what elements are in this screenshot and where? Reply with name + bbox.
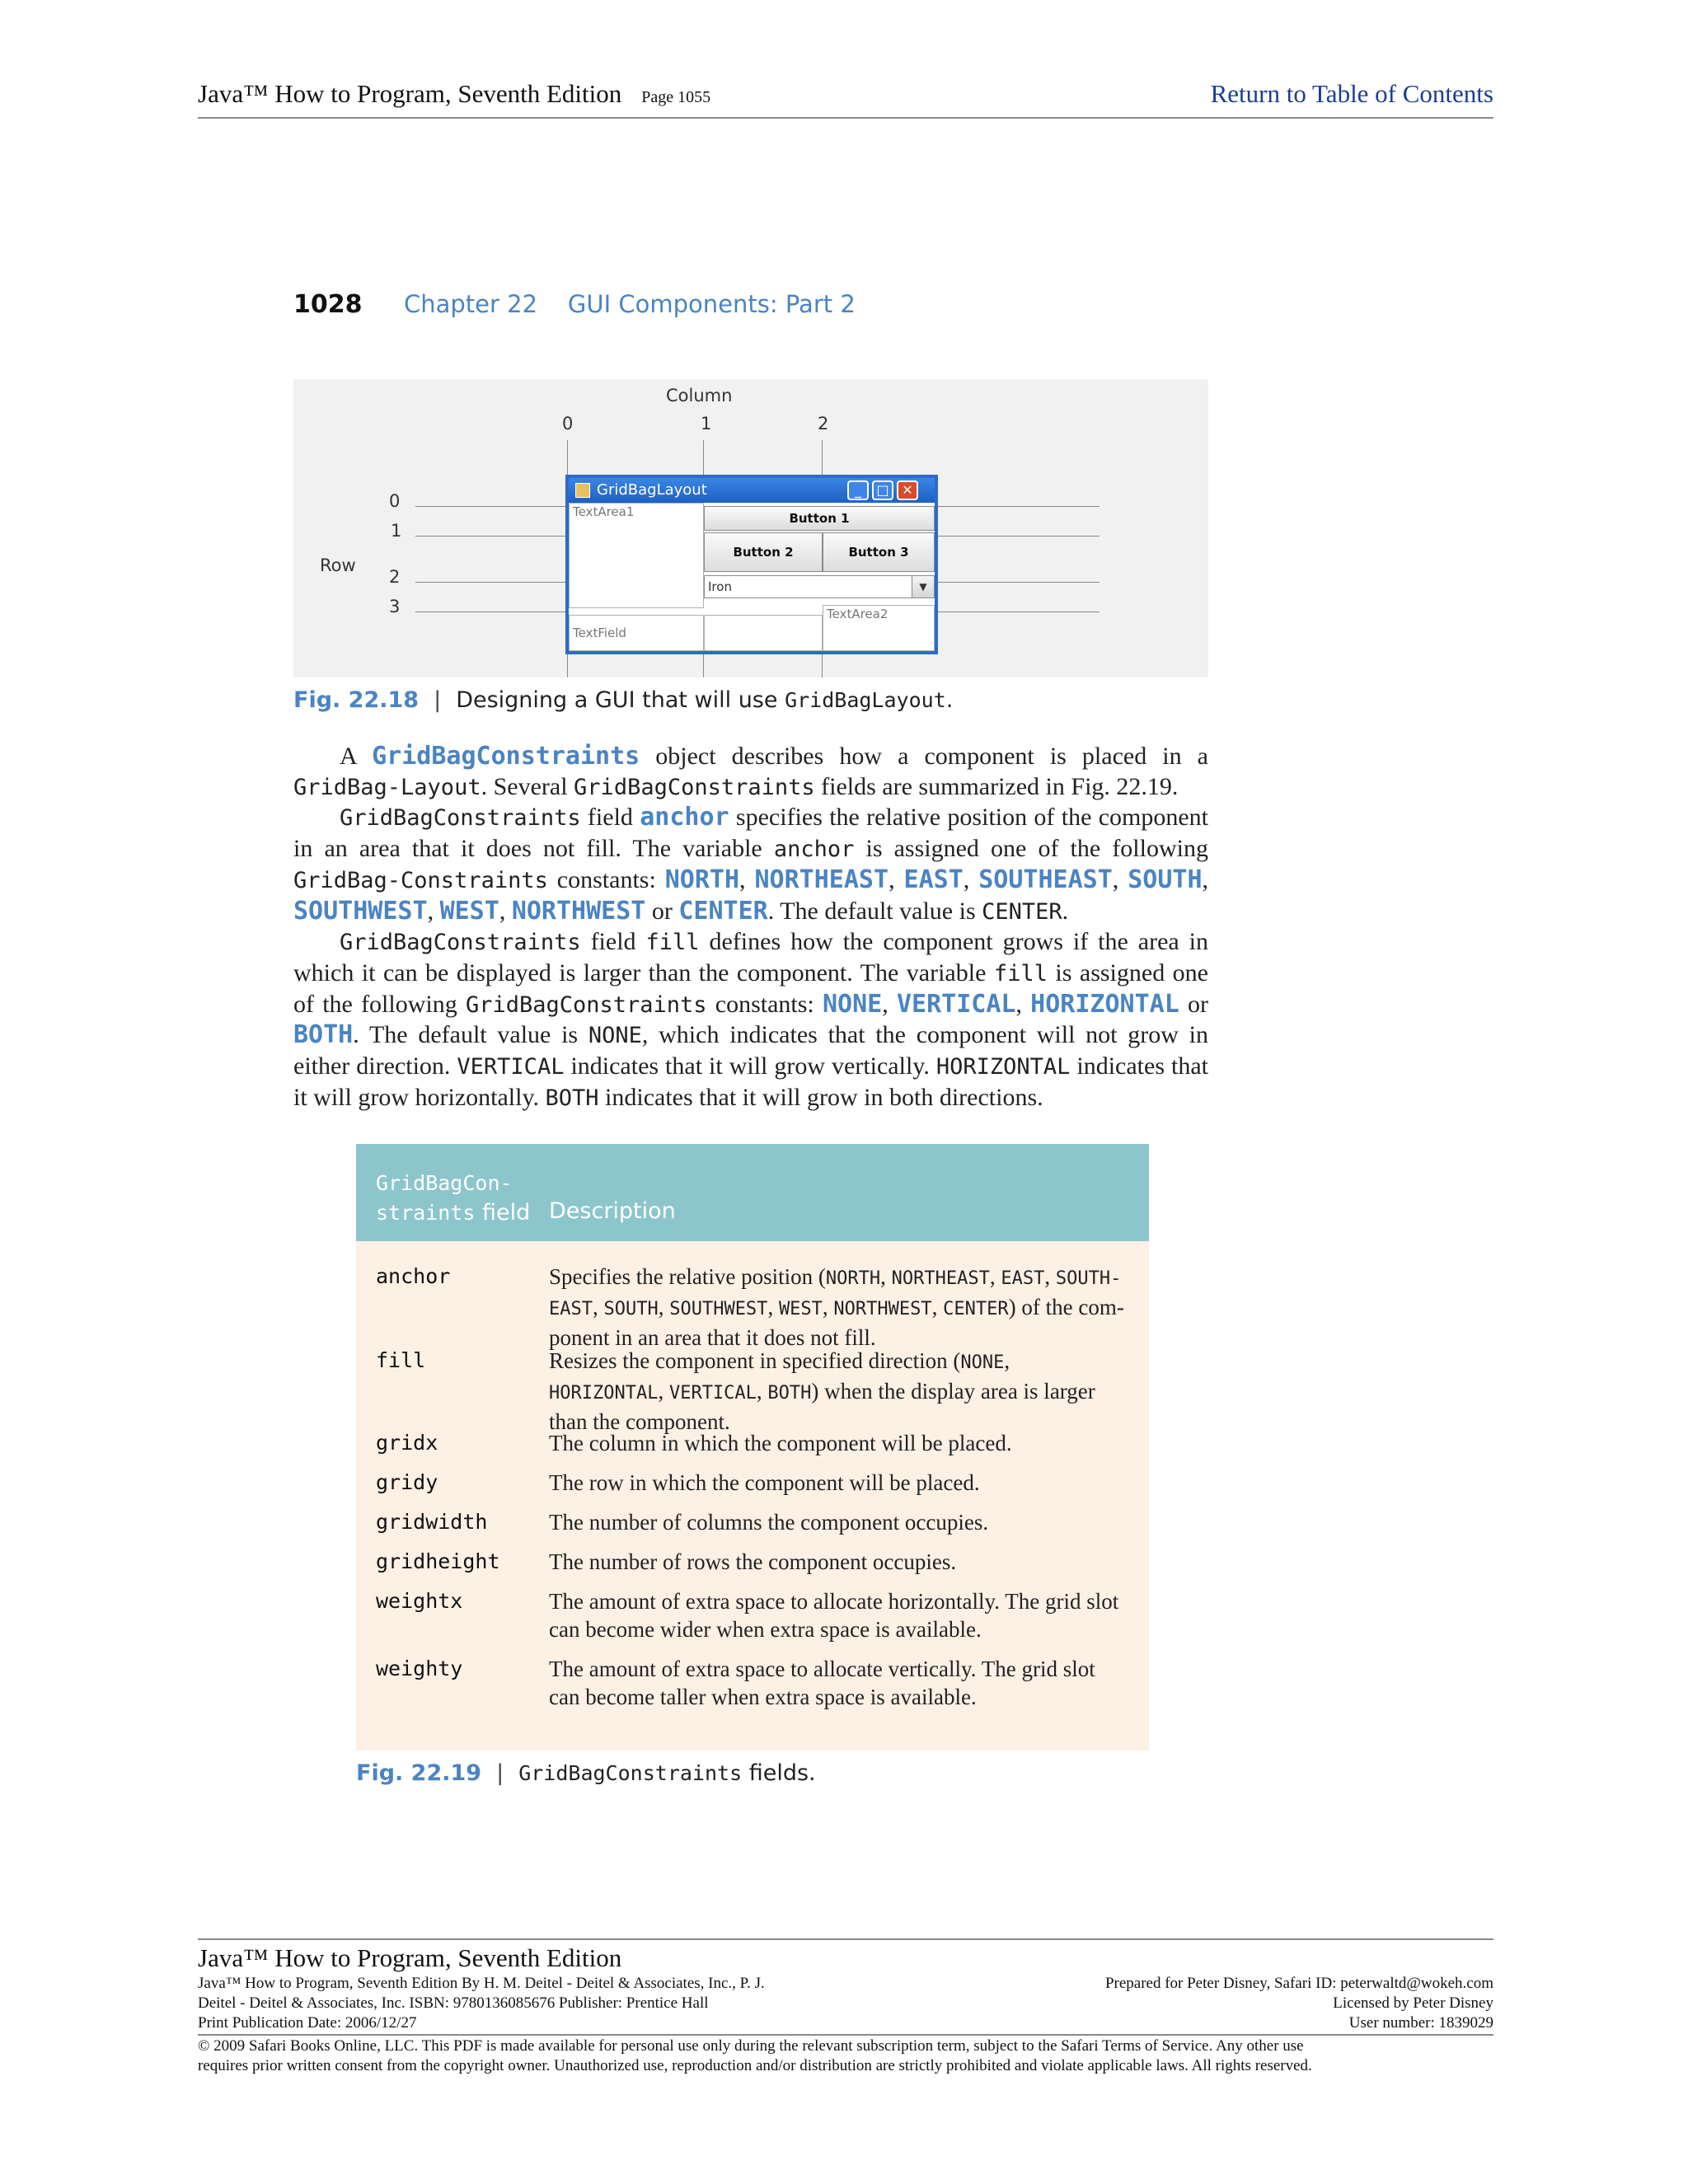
- field-name: weightx: [376, 1589, 463, 1613]
- figure-22-19-caption-text: fields.: [742, 1760, 816, 1786]
- text: indicates that it will grow vertically.: [564, 1052, 936, 1080]
- field-description: The column in which the component will be placed.: [549, 1431, 1012, 1455]
- row-number-3: 3: [389, 597, 401, 616]
- keyword: BOTH: [293, 1020, 354, 1050]
- field-description: The number of rows the component occupies.: [549, 1549, 957, 1574]
- field-name: gridwidth: [376, 1510, 488, 1534]
- keyword: HORIZONTAL: [1030, 989, 1179, 1019]
- gridbag-window: [565, 475, 938, 654]
- keyword: CENTER: [678, 896, 768, 926]
- row-number-2: 2: [389, 567, 401, 587]
- maximize-icon[interactable]: □: [872, 480, 893, 500]
- code: NORTHEAST: [891, 1268, 990, 1289]
- minimize-icon[interactable]: _: [847, 480, 869, 500]
- code: SOUTHWEST: [669, 1299, 768, 1319]
- text: , which indicates that the component will not grow in either direction.: [293, 1021, 1208, 1080]
- figure-gridbag-design: [293, 379, 1208, 677]
- text: indicates that it will grow horizontally.: [293, 1052, 1208, 1111]
- keyword: SOUTHEAST: [978, 865, 1113, 894]
- combo-box-value: Iron: [708, 579, 732, 594]
- caption-separator: |: [496, 1760, 504, 1786]
- keyword: EAST: [903, 865, 964, 894]
- button-2[interactable]: Button 2: [704, 532, 823, 572]
- code: SOUTH-EAST: [549, 1268, 1122, 1319]
- code: HORIZONTAL: [935, 1054, 1071, 1080]
- column-number-2: 2: [818, 414, 829, 434]
- text: is assigned one of the following: [293, 958, 1209, 1018]
- figure-22-18-number: Fig. 22.18: [293, 687, 420, 713]
- keyword: anchor: [640, 803, 729, 832]
- keyword: VERTICAL: [896, 989, 1016, 1019]
- field-name: anchor: [376, 1264, 451, 1288]
- chevron-down-icon[interactable]: ▼: [912, 576, 934, 598]
- header-field-line2: straints: [376, 1201, 476, 1225]
- code: VERTICAL: [457, 1054, 565, 1080]
- code: BOTH: [767, 1383, 812, 1404]
- gridbagconstraints-table: [356, 1144, 1149, 1750]
- page-number: 1028: [293, 290, 363, 319]
- code: CENTER: [943, 1299, 1009, 1319]
- keyword: NORTH: [664, 865, 740, 894]
- paragraph-2: GridBagConstraints field anchor specifies the relative position of the component in an area that it does not fill. The variable anchor is assigned one of the following GridBag-Constraints constants: NORTH, NORTHEAST, EAST, SOUTHEAST, SOUTH, SOUTHWEST, WEST, NORTHWEST or CENTER. The default value is CENTER.: [293, 803, 1209, 926]
- code: GridBagConstraints: [465, 991, 707, 1018]
- combo-box[interactable]: [704, 575, 935, 598]
- code: EAST: [1001, 1268, 1045, 1289]
- text-area-2[interactable]: TextArea2: [823, 605, 935, 651]
- text-field[interactable]: TextField: [569, 615, 704, 651]
- keyword: NORTHWEST: [511, 896, 646, 926]
- button-3[interactable]: Button 3: [823, 532, 935, 572]
- column-number-1: 1: [701, 414, 712, 434]
- text: ) of the com-ponent in an area that it does not fill.: [549, 1295, 1124, 1350]
- text: or: [1179, 990, 1208, 1018]
- footer-line-3-right: User number: 1839029: [1348, 2014, 1493, 2032]
- text: . The default value is: [353, 1021, 588, 1049]
- book-title-text: Java™ How to Program, Seventh Edition: [198, 79, 622, 108]
- header-field-suffix: field: [475, 1200, 531, 1226]
- code: GridBag-Constraints: [293, 867, 548, 893]
- figure-22-19-number: Fig. 22.19: [356, 1760, 482, 1786]
- code: NORTHWEST: [833, 1299, 932, 1319]
- button-1[interactable]: Button 1: [704, 506, 935, 531]
- row-number-0: 0: [389, 491, 401, 511]
- close-icon[interactable]: ✕: [897, 480, 918, 500]
- table-header-description: Description: [549, 1198, 676, 1224]
- header-field-line1: GridBagCon-: [376, 1171, 513, 1195]
- footer-line-1-right: Prepared for Peter Disney, Safari ID: peterwaltd@wokeh.com: [1104, 1975, 1493, 1992]
- footer-line-2-right: Licensed by Peter Disney: [1333, 1994, 1493, 2012]
- keyword: GridBagConstraints: [372, 742, 640, 771]
- field-name: gridx: [376, 1431, 438, 1455]
- keyword: SOUTHWEST: [293, 896, 428, 926]
- field-description: Specifies the relative position (NORTH, NORTHEAST, EAST, SOUTH-EAST, SOUTH, SOUTHWEST, WEST, NORTHWEST, CENTER) of the com-ponent in an area that it does not fill.: [549, 1264, 1124, 1350]
- table-header-field: [376, 1169, 530, 1228]
- keyword: WEST: [439, 896, 499, 926]
- text-area-1[interactable]: TextArea1: [569, 503, 704, 608]
- code: HORIZONTAL: [549, 1383, 659, 1404]
- code: NORTH: [825, 1268, 881, 1289]
- code: SOUTH: [603, 1299, 659, 1319]
- text: indicates that it will grow in both directions.: [598, 1083, 1043, 1111]
- figure-22-18-caption-code: GridBagLayout: [785, 688, 946, 712]
- return-to-toc-link[interactable]: Return to Table of Contents: [1210, 79, 1493, 108]
- text: constants:: [706, 990, 823, 1018]
- body-text: [293, 742, 1208, 1113]
- paragraph-1: [293, 742, 1208, 803]
- code: NONE: [588, 1023, 642, 1049]
- field-name: fill: [376, 1348, 426, 1372]
- footer-divider: [198, 2034, 1493, 2036]
- keyword: NONE: [822, 989, 883, 1019]
- field-description: The amount of extra space to allocate horizontally. The grid slot can become wider when extra space is available.: [549, 1589, 1119, 1642]
- keyword: SOUTH: [1128, 865, 1203, 894]
- text: field: [580, 804, 640, 832]
- code: fill: [645, 930, 700, 956]
- text: object describes how a component is placed in a: [640, 743, 1208, 770]
- text: is assigned one of the following: [854, 835, 1208, 863]
- text: or: [645, 897, 679, 925]
- figure-22-19-caption: [356, 1760, 816, 1786]
- field-name: weighty: [376, 1657, 463, 1680]
- field-description: Resizes the component in specified direction (NONE, HORIZONTAL, VERTICAL, BOTH) when the display area is larger than the component.: [549, 1348, 1095, 1434]
- code: GridBagConstraints: [340, 805, 581, 832]
- text: field: [580, 928, 646, 956]
- book-title: [198, 79, 710, 109]
- top-header: [198, 79, 1493, 119]
- text: A: [340, 743, 373, 770]
- footer-copyright-line-1: © 2009 Safari Books Online, LLC. This PDF is made available for personal use only during the relevant subscription term, subject to the Safari Terms of Service. Any other use: [198, 2037, 1304, 2055]
- table-header: [356, 1144, 1149, 1241]
- code: anchor: [773, 837, 855, 863]
- column-axis-label: Column: [666, 386, 733, 405]
- text: Resizes the component in specified direction (: [549, 1348, 961, 1373]
- figure-22-19-caption-code: GridBagConstraints: [518, 1761, 743, 1785]
- window-titlebar: [569, 478, 935, 503]
- footer-line-3-left: Print Publication Date: 2006/12/27: [198, 2014, 417, 2032]
- code: BOTH: [545, 1085, 599, 1111]
- footer-line-1-left: Java™ How to Program, Seventh Edition By H. M. Deitel - Deitel & Associates, Inc., P. J.: [198, 1975, 765, 1992]
- text: defines how the component grows if the area in which it can be displayed is larger than the component. The variable: [293, 928, 1209, 987]
- footer-line-2-left: Deitel - Deitel & Associates, Inc. ISBN: 9780136085676 Publisher: Prentice Hall: [198, 1994, 709, 2012]
- text: . The default value is: [767, 897, 982, 925]
- code: GridBagConstraints: [340, 930, 581, 956]
- figure-22-18-caption-text: Designing a GUI that will use: [456, 687, 785, 713]
- text: .: [1062, 897, 1069, 925]
- paragraph-3: GridBagConstraints field fill defines how the component grows if the area in which it can be displayed is larger than the component. The variable fill is assigned one of the following GridBagConstraints constants: NONE, VERTICAL, HORIZONTAL or BOTH. The default value is NONE, which indicates that the component will not grow in either direction. VERTICAL indicates that it will grow vertically. HORIZONTAL indicates that it will grow horizontally. BOTH indicates that it will grow in both directions.: [293, 928, 1209, 1111]
- code: NONE: [960, 1352, 1005, 1373]
- footer-copyright-line-2: requires prior written consent from the copyright owner. Unauthorized use, reproduction and/or distribution are strictly prohibited and violate applicable laws. All rights reserved.: [198, 2057, 1312, 2074]
- text: specifies the relative position of the component in an area that it does not fill. The variable: [293, 804, 1209, 863]
- code: GridBag-Layout: [293, 774, 481, 800]
- code: fill: [993, 960, 1048, 987]
- code: GridBagConstraints: [574, 774, 815, 800]
- row-number-1: 1: [391, 521, 402, 541]
- page-label: Page 1055: [641, 88, 711, 106]
- column-number-0: 0: [562, 414, 574, 434]
- figure-22-18-caption-end: .: [945, 687, 954, 713]
- code: WEST: [778, 1299, 823, 1319]
- text: fields are summarized in Fig. 22.19.: [814, 772, 1179, 800]
- chapter-title: Chapter 22 GUI Components: Part 2: [404, 290, 856, 318]
- text-field-empty-cell: [704, 615, 823, 651]
- keyword: NORTHEAST: [754, 865, 889, 894]
- field-name: gridy: [376, 1470, 438, 1494]
- text: . Several: [481, 772, 574, 800]
- java-app-icon: [575, 483, 590, 498]
- page-footer: [198, 1938, 1493, 2074]
- code: VERTICAL: [668, 1383, 757, 1404]
- window-title: GridBagLayout: [597, 481, 707, 499]
- field-description: The number of columns the component occupies.: [549, 1510, 989, 1535]
- text: Specifies the relative position (: [549, 1264, 826, 1289]
- field-description: The amount of extra space to allocate vertically. The grid slot can become taller when extra space is available.: [549, 1657, 1095, 1709]
- footer-book-title: Java™ How to Program, Seventh Edition: [198, 1943, 622, 1972]
- field-description: The row in which the component will be placed.: [549, 1470, 980, 1495]
- figure-22-18-caption: [293, 687, 953, 713]
- text: ) when the display area is larger than the component.: [549, 1379, 1095, 1434]
- field-name: gridheight: [376, 1549, 500, 1573]
- caption-separator: |: [434, 687, 442, 713]
- text: constants:: [547, 865, 665, 893]
- code: CENTER: [982, 898, 1062, 925]
- row-axis-label: Row: [320, 555, 356, 575]
